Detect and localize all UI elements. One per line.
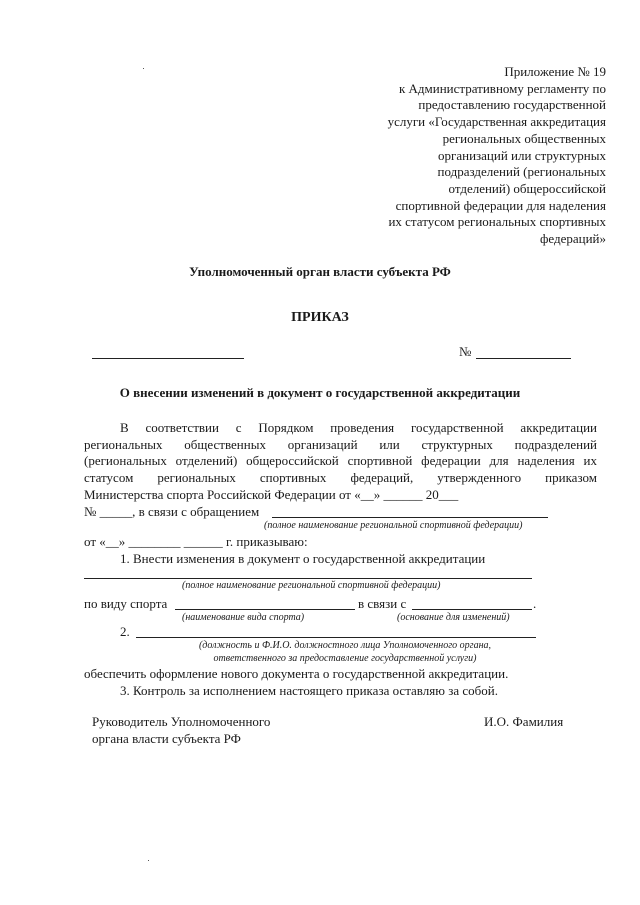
date-field-line [92,358,244,359]
sport-label: по виду спорта [84,596,168,611]
document-title: ПРИКАЗ [291,310,349,325]
appendix-line: к Административному регламенту по [398,80,606,96]
appendix-line: их статусом региональных спортивных [388,214,606,230]
appendix-line: организаций или структурных [438,147,606,163]
in-connection-label: в связи с [358,596,407,611]
field-hint: (полное наименование региональной спортивной федерации) [182,580,441,591]
appendix-line: подразделений (региональных [437,164,606,180]
sport-name-line [175,609,355,610]
official-line [136,637,536,638]
appendix-line: отделений) общероссийской [448,180,606,196]
appendix-line: предоставлению государственной [418,97,606,113]
field-hint: ответственного за предоставление государственной услуги) [213,653,477,664]
authority-heading: Уполномоченный орган власти субъекта РФ [189,264,451,279]
order-number-line [476,358,571,359]
period: . [533,596,537,611]
signatory-role: Руководитель Уполномоченного [92,714,271,729]
paragraph-line: № _____, в связи с обращением [84,504,260,519]
appendix-number: Приложение № 19 [504,64,606,79]
field-hint: (основание для изменений) [397,612,510,623]
number-sign: № [459,344,472,359]
order-subject: О внесении изменений в документ о государственной аккредитации [119,385,521,400]
appendix-line: спортивной федерации для наделения [395,197,606,213]
signatory-role: органа власти субъекта РФ [92,731,241,746]
signatory-name: И.О. Фамилия [484,714,564,729]
federation-name-line-2 [84,578,532,579]
item-1: 1. Внести изменения в документ о государственной аккредитации [120,551,486,566]
appendix-line: услуги «Государственная аккредитация [387,114,606,130]
paragraph-line: статусом региональных спортивных федераций, утвержденного приказом [84,470,597,486]
paragraph-line: (региональных отделений) общероссийской спортивной федерации для наделения их [84,453,597,469]
scan-speck [148,860,149,861]
paragraph-line: региональных общественных организаций или структурных подразделений [84,436,597,452]
ensure-line: обеспечить оформление нового документа о государственной аккредитации. [84,666,509,681]
appendix-line: региональных общественных [442,130,606,146]
federation-name-line [272,517,548,518]
preamble-paragraph [84,420,597,487]
field-hint: (полное наименование региональной спортивной федерации) [264,520,523,531]
paragraph-line: Министерства спорта Российской Федерации от «__» ______ 20___ [84,487,459,502]
item-2: 2. [120,624,130,639]
field-hint: (должность и Ф.И.О. должностного лица Уполномоченного органа, [198,640,492,651]
field-hint: (наименование вида спорта) [182,612,305,623]
paragraph-line: от «__» ________ ______ г. приказываю: [84,534,308,549]
appendix-line: федераций» [539,231,606,247]
paragraph-line: В соответствии с Порядком проведения государственной аккредитации [120,420,597,435]
basis-line [412,609,532,610]
appendix-header [306,64,606,248]
scan-speck [143,68,144,69]
item-3: 3. Контроль за исполнением настоящего приказа оставляю за собой. [120,683,498,698]
